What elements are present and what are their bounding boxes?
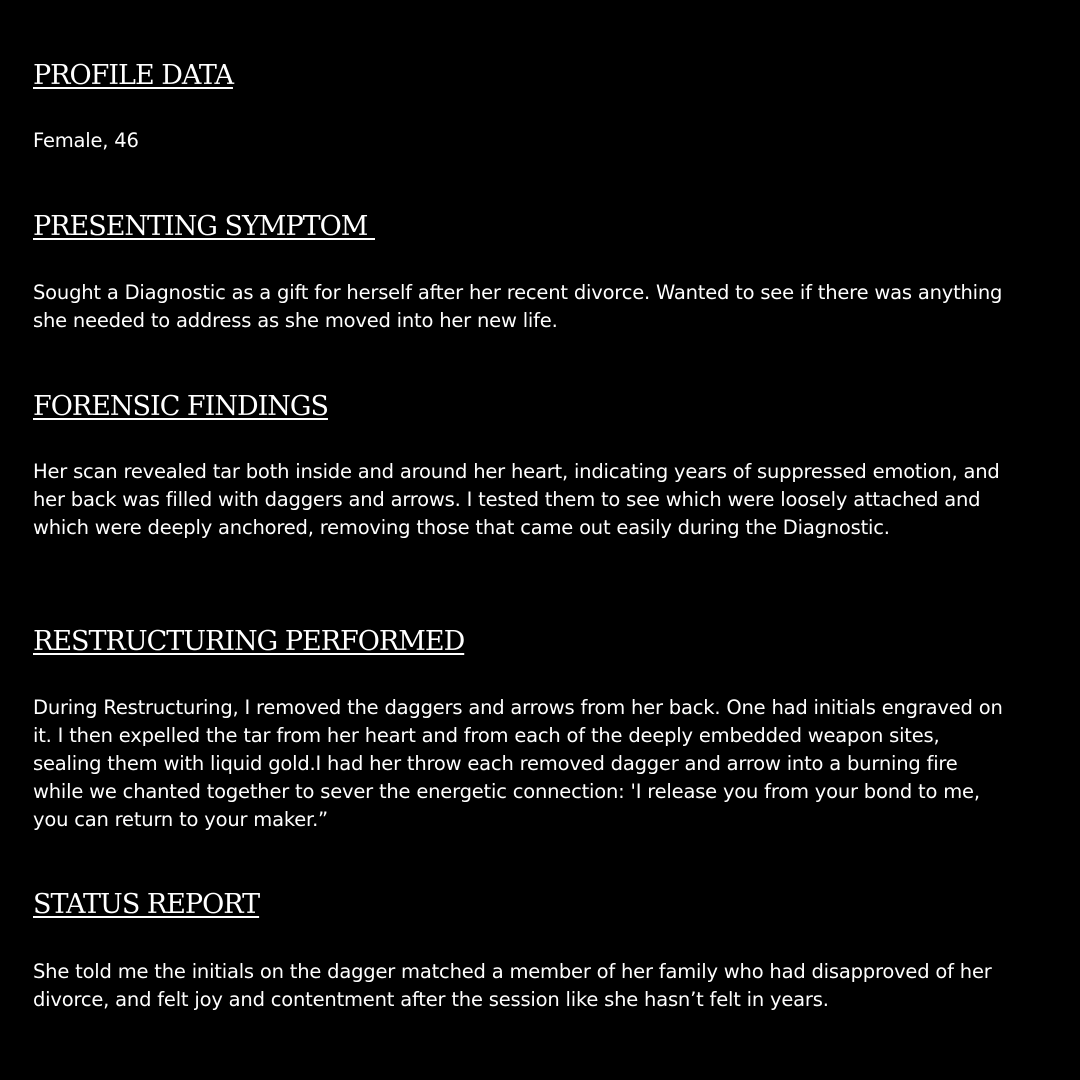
status-report-heading: STATUS REPORT bbox=[33, 889, 260, 920]
restructuring-performed-heading: RESTRUCTURING PERFORMED bbox=[33, 626, 465, 657]
forensic-findings-heading: FORENSIC FINDINGS bbox=[33, 391, 328, 422]
forensic-findings-text: Her scan revealed tar both inside and around her heart, indicating years of suppressed emotion, and her back was filled with daggers and arrows. I tested them to see which were loosely attached and which were deeply anchored, removing those that came out easily during the Diagnostic. bbox=[33, 460, 1000, 539]
profile-data-heading: PROFILE DATA bbox=[33, 60, 233, 91]
restructuring-performed-text: During Restructuring, I removed the daggers and arrows from her back. One had initials engraved on it. I then expelled the tar from her heart and from each of the deeply embedded weapon sites, sealing them with liquid gold.I had her throw each removed dagger and arrow into a burning fire while we chanted together to sever the energetic connection: 'I release you from your bond to me, you can return to your maker.” bbox=[33, 696, 1003, 831]
profile-data-text: Female, 46 bbox=[33, 129, 139, 152]
status-report-text: She told me the initials on the dagger matched a member of her family who had disapproved of her divorce, and felt joy and contentment after the session like she hasn’t felt in years. bbox=[33, 960, 992, 1011]
presenting-symptom-heading: PRESENTING SYMPTOM bbox=[33, 211, 375, 242]
presenting-symptom-text: Sought a Diagnostic as a gift for herself after her recent divorce. Wanted to see if there was anything she needed to address as she moved into her new life. bbox=[33, 281, 1003, 332]
